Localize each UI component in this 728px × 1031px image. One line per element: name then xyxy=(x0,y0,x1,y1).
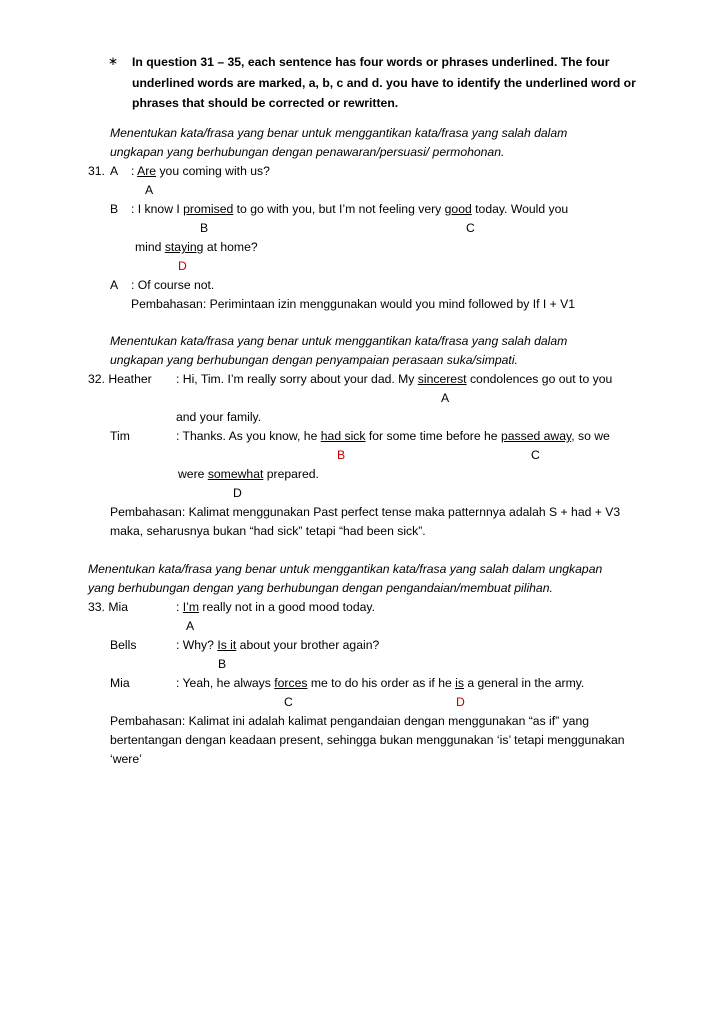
q33-speaker-mia-2: Mia xyxy=(110,676,130,690)
q31-mark-b: B xyxy=(200,221,209,235)
q32-explanation-1: Pembahasan: Kalimat menggunakan Past perfect tense maka patternnya adalah S + had + V3 xyxy=(110,505,621,519)
q32-underline-a: sincerest xyxy=(417,372,467,386)
q31-line-b: : I know I promised to go with you, but I’m not feeling very good today. Would you xyxy=(131,202,569,216)
q32-line-tim: : Thanks. As you know, he had sick for some time before he passed away, so we xyxy=(176,429,610,443)
q32-intro-line-2: ungkapan yang berhubungan dengan penyampaian perasaan suka/simpati. xyxy=(110,353,518,367)
q33-underline-b: Is it xyxy=(217,638,237,652)
instruction-line-1: In question 31 – 35, each sentence has four words or phrases underlined. The four xyxy=(132,55,610,69)
q31-line-a2: : Of course not. xyxy=(131,278,215,292)
q32-mark-b: B xyxy=(337,448,346,462)
q32-line-tim-2: were somewhat prepared. xyxy=(178,467,319,481)
q33-number-speaker: 33. Mia xyxy=(88,600,128,614)
q32-intro-line-1: Menentukan kata/frasa yang benar untuk menggantikan kata/frasa yang salah dalam xyxy=(110,334,568,348)
q33-line-bells: : Why? Is it about your brother again? xyxy=(176,638,380,652)
q33-intro-line-2: yang berhubungan dengan yang berhubungan dengan pengandaian/membuat pilihan. xyxy=(88,581,553,595)
q33-mark-c: C xyxy=(284,695,293,709)
instruction-line-3: phrases that should be corrected or rewritten. xyxy=(132,96,399,110)
q33-line-mia: : I’m really not in a good mood today. xyxy=(176,600,375,614)
q31-intro-line-1: Menentukan kata/frasa yang benar untuk menggantikan kata/frasa yang salah dalam xyxy=(110,126,568,140)
q31-speaker-a: A xyxy=(110,164,119,178)
q31-underline-a: Are xyxy=(137,164,157,178)
q33-explanation-2: bertentangan dengan keadaan present, sehingga bukan menggunakan ‘is’ tetapi menggunakan xyxy=(110,733,625,747)
q31-underline-d: staying xyxy=(164,240,204,254)
q33-line-mia-2: : Yeah, he always forces me to do his order as if he is a general in the army. xyxy=(176,676,585,690)
q31-mark-c: C xyxy=(466,221,475,235)
q31-intro-line-2: ungkapan yang berhubungan dengan penawaran/persuasi/ permohonan. xyxy=(110,145,505,159)
q31-number: 31. xyxy=(88,164,105,178)
q31-mark-d: D xyxy=(178,259,187,273)
q32-line-heather-2: and your family. xyxy=(176,410,262,424)
q33-mark-b: B xyxy=(218,657,227,671)
q31-speaker-b: B xyxy=(110,202,119,216)
q32-speaker-tim: Tim xyxy=(110,429,130,443)
q33-explanation-3: ‘were’ xyxy=(110,752,142,766)
q33-intro-line-1: Menentukan kata/frasa yang benar untuk menggantikan kata/frasa yang salah dalam ungkapan xyxy=(88,562,603,576)
q32-mark-a: A xyxy=(441,391,450,405)
q33-speaker-bells: Bells xyxy=(110,638,137,652)
q31-line-b2: mind staying at home? xyxy=(135,240,258,254)
q31-underline-b: promised xyxy=(183,202,234,216)
q31-line-a: : Are you coming with us? xyxy=(131,164,270,178)
q32-underline-c: passed away xyxy=(500,429,572,443)
q31-speaker-a2: A xyxy=(110,278,119,292)
q33-mark-a: A xyxy=(186,619,195,633)
q32-mark-d: D xyxy=(233,486,242,500)
q33-underline-a: I’m xyxy=(182,600,200,614)
q32-line-heather: : Hi, Tim. I’m really sorry about your dad. My sincerest condolences go out to you xyxy=(176,372,613,386)
q32-mark-c: C xyxy=(531,448,540,462)
q33-underline-d: is xyxy=(455,676,464,690)
q32-number-speaker: 32. Heather xyxy=(88,372,152,386)
q32-explanation-2: maka, seharusnya bukan “had sick” tetapi “had been sick”. xyxy=(110,524,426,538)
q32-underline-d: somewhat xyxy=(207,467,264,481)
bullet-icon: ∗ xyxy=(108,54,119,68)
q31-explanation: Pembahasan: Perimintaan izin menggunakan would you mind followed by If I + V1 xyxy=(131,297,576,311)
q31-underline-c: good xyxy=(444,202,472,216)
q32-underline-b: had sick xyxy=(320,429,366,443)
q33-mark-d: D xyxy=(456,695,465,709)
instruction-line-2: underlined words are marked, a, b, c and d. you have to identify the underlined word or xyxy=(132,76,636,90)
q33-explanation-1: Pembahasan: Kalimat ini adalah kalimat pengandaian dengan menggunakan “as if” yang xyxy=(110,714,590,728)
q33-underline-c: forces xyxy=(274,676,308,690)
q31-mark-a: A xyxy=(145,183,154,197)
